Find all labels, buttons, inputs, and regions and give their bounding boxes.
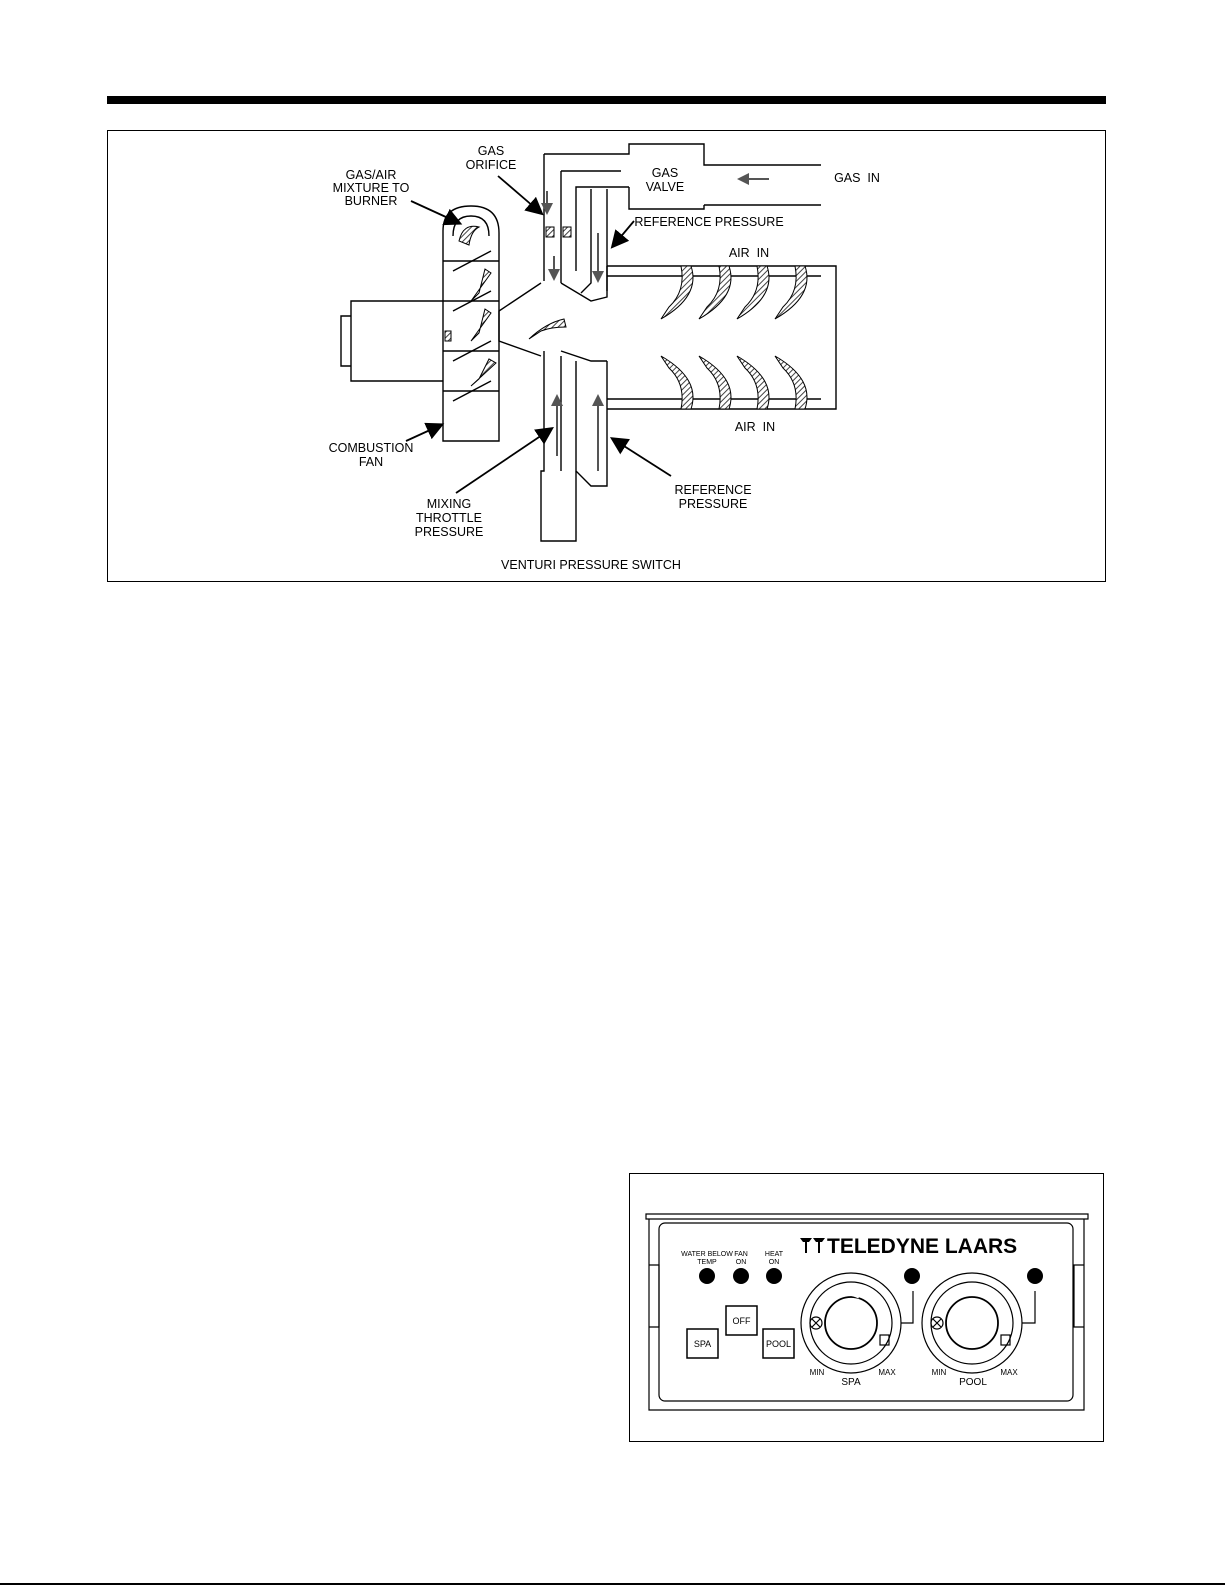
air-arrow-top-2: [699, 266, 731, 319]
reference-tube-top: [581, 189, 607, 293]
mixture-label-1: GAS/AIR: [345, 168, 397, 182]
spa-status-led: [904, 1268, 920, 1284]
water-below-temp-led: [699, 1268, 715, 1284]
heat-on-label-2: ON: [768, 1259, 780, 1266]
reference-pressure-top-label: REFERENCE PRESSURE: [634, 215, 784, 229]
venturi-mix-arrow: [529, 319, 566, 339]
spa-button[interactable]: [687, 1329, 718, 1358]
mixture-label-3: BURNER: [344, 194, 398, 208]
throttle-leader: [456, 429, 551, 493]
mixture-label-2: MIXTURE TO: [332, 181, 410, 195]
fan-housing: [443, 206, 499, 441]
fan-on-led: [733, 1268, 749, 1284]
throttle-tube: [541, 351, 576, 541]
venturi-throat-top: [561, 266, 607, 301]
pool-button-label: POOL: [765, 1339, 792, 1349]
venturi-figure: [107, 130, 1106, 582]
ref-top-leader: [613, 221, 634, 246]
gas-orifice-label-1: GAS: [477, 144, 505, 158]
venturi-throat-bottom: [561, 351, 607, 361]
gas-orifice-label-2: ORIFICE: [465, 158, 517, 172]
water-below-label-1: WATER BELOW: [681, 1251, 733, 1258]
motor-cap: [341, 316, 351, 366]
air-duct-inner: [607, 276, 821, 399]
orifice-block-right: [563, 227, 571, 237]
off-button[interactable]: [726, 1306, 757, 1335]
fan-dividers: [443, 261, 499, 391]
mixing-throttle-label-3: PRESSURE: [414, 525, 484, 539]
brand-logo-text: TELEDYNE LAARS: [827, 1235, 1018, 1258]
heat-on-label-1: HEAT: [764, 1251, 784, 1258]
gas-in-label: GAS IN: [834, 171, 880, 185]
teledyne-logo-icon: [800, 1238, 825, 1253]
fan-arrow-2: [471, 309, 491, 341]
spa-knob: [825, 1297, 877, 1349]
spa-max-label: MAX: [878, 1368, 896, 1377]
dial-connectors: [901, 1291, 1035, 1323]
venturi-diagram: [108, 131, 1107, 583]
air-in-top-label: AIR IN: [728, 246, 770, 260]
spa-screw-slot: [812, 1319, 820, 1327]
top-rule: [107, 96, 1106, 104]
pool-dial-name: POOL: [959, 1377, 987, 1388]
pool-min-label: MIN: [931, 1368, 947, 1377]
venturi-caption: VENTURI PRESSURE SWITCH: [501, 558, 681, 572]
heat-on-led: [766, 1268, 782, 1284]
air-arrow-bottom-3: [737, 356, 769, 409]
fan-arrow-3: [471, 359, 496, 386]
fan-motor: [351, 301, 443, 381]
orifice-leader: [498, 176, 541, 213]
pool-max-label: MAX: [1000, 1368, 1018, 1377]
spa-dial-name: SPA: [841, 1377, 861, 1388]
air-arrow-top-4: [775, 266, 807, 319]
outlet-swirl-arrow: [459, 226, 479, 245]
air-arrow-bottom-1: [661, 356, 693, 409]
off-button-label: OFF: [732, 1316, 751, 1326]
gas-pipe-upper: [544, 144, 821, 165]
fan-on-label-2: ON: [735, 1259, 747, 1266]
mixing-throttle-label-1: MIXING: [426, 497, 472, 511]
pool-screw-slot: [933, 1319, 941, 1327]
reference-tube-bottom: [576, 361, 607, 486]
spa-min-label: MIN: [809, 1368, 825, 1377]
air-arrow-top-1: [661, 266, 693, 319]
pool-button[interactable]: [763, 1329, 794, 1358]
spa-button-label: SPA: [693, 1339, 712, 1349]
pool-status-led: [1027, 1268, 1043, 1284]
control-panel-figure: [629, 1173, 1104, 1442]
air-arrow-top-3: [737, 266, 769, 319]
control-panel-drawing: [630, 1174, 1105, 1443]
fan-leader: [406, 425, 441, 441]
gas-valve-label-1: GAS: [651, 166, 679, 180]
gas-channel-inner: [576, 187, 629, 271]
reference-pressure-bottom-label-1: REFERENCE: [674, 483, 752, 497]
mixture-leader: [411, 201, 459, 223]
venturi-throat-left: [499, 283, 541, 356]
air-arrow-bottom-4: [775, 356, 807, 409]
reference-pressure-bottom-label-2: PRESSURE: [678, 497, 748, 511]
panel-flange: [646, 1214, 1088, 1219]
ref-bottom-leader: [613, 439, 671, 476]
air-in-bottom-label: AIR IN: [734, 420, 776, 434]
water-below-label-2: TEMP: [697, 1259, 717, 1266]
gas-valve-label-2: VALVE: [645, 180, 685, 194]
air-arrow-bottom-2: [699, 356, 731, 409]
fan-on-label-1: FAN: [734, 1251, 748, 1258]
fan-seal: [445, 331, 451, 341]
orifice-block-left: [546, 227, 554, 237]
combustion-fan-label-1: COMBUSTION: [328, 441, 414, 455]
pool-knob: [946, 1297, 998, 1349]
mixing-throttle-label-2: THROTTLE: [416, 511, 482, 525]
combustion-fan-label-2: FAN: [358, 455, 384, 469]
